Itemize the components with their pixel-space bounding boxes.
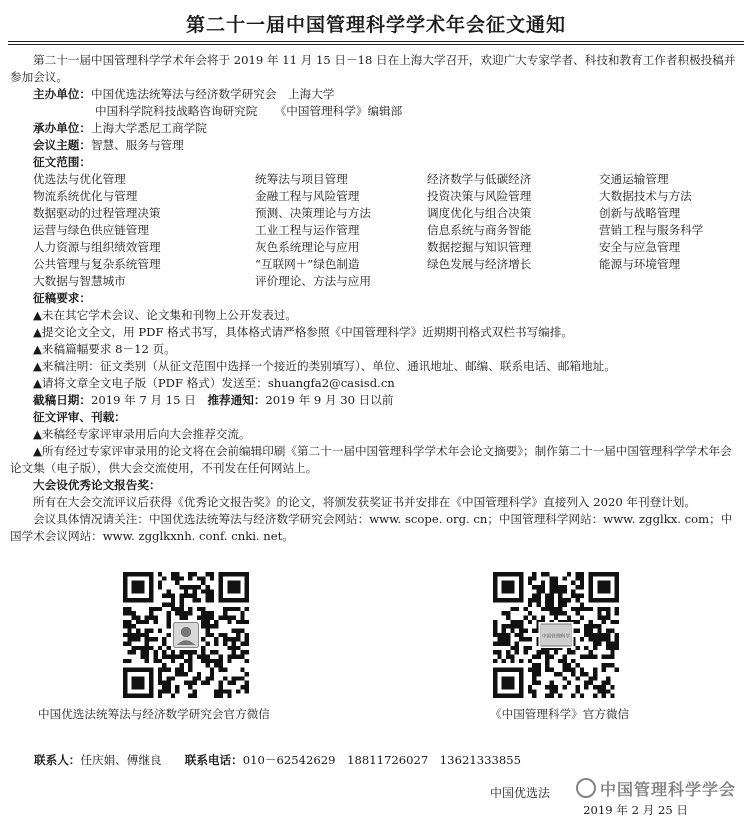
notice-label: 推荐通知： — [207, 393, 266, 407]
qr-code-right — [488, 572, 624, 698]
contact-person-label: 联系人： — [34, 753, 81, 767]
scope-item: 数据挖掘与知识管理 — [427, 240, 532, 254]
review-label: 征文评审、刊载： — [33, 410, 126, 424]
undertaker-label: 承办单位： — [33, 121, 91, 135]
deadline-label: 截稿日期： — [33, 393, 91, 407]
scope-label: 征文范围： — [33, 155, 91, 169]
award-heading — [10, 477, 742, 494]
scope-item: 投资决策与风险管理 — [427, 189, 532, 203]
qr-code-icon — [120, 572, 252, 698]
scope-item: 工业工程与运作管理 — [255, 223, 360, 237]
contact-phone-label: 联系电话： — [184, 753, 243, 767]
scope-item: 安全与应急管理 — [599, 240, 681, 254]
scope-item — [427, 273, 599, 290]
organizers-line-1 — [10, 86, 742, 103]
qr-caption-left: 中国优选法统筹法与经济数学研究会官方微信 — [38, 707, 270, 721]
scope-item: 经济数学与低碳经济 — [427, 172, 532, 186]
scope-item: “互联网＋”绿色制造 — [255, 257, 360, 271]
contact-phone-value: 010－62542629 18811726027 13621333855 — [242, 753, 521, 767]
organizers-line-2: 中国科学院科技战略咨询研究院 《中国管理科学》编辑部 — [95, 104, 403, 118]
requirement-item: ▲请将文章全文电子版（PDF 格式）发送至：shuangfa2@casisd.cn — [33, 376, 395, 390]
scope-item: 运营与绿色供应链管理 — [33, 223, 149, 237]
theme-label: 会议主题： — [33, 138, 91, 152]
scope-item: 统筹法与项目管理 — [255, 172, 348, 186]
scope-item: 数据驱动的过程管理决策 — [33, 206, 161, 220]
scope-item: 大数据技术与方法 — [599, 189, 692, 203]
qr-overlay-label: 中国管理科学 — [541, 634, 571, 640]
scope-item: 交通运输管理 — [599, 172, 669, 186]
contact-line — [34, 752, 521, 768]
watermark-text: 中国管理科学学会 — [599, 780, 736, 799]
qr-caption-right: 《中国管理科学》官方微信 — [490, 707, 630, 721]
requirement-item: ▲来稿篇幅要求 8－12 页。 — [33, 342, 176, 356]
scope-heading — [10, 154, 742, 171]
scope-item: 大数据与智慧城市 — [33, 274, 126, 288]
scope-item: 优选法与优化管理 — [33, 172, 126, 186]
title-rule — [8, 41, 744, 42]
scope-item: 绿色发展与经济增长 — [427, 257, 532, 271]
scope-item: 调度优化与组合决策 — [427, 206, 532, 220]
requirement-item: ▲来稿注明：征文类别（从征文范围中选择一个接近的类别填写）、单位、通讯地址、邮编、联系电话、邮箱地址。 — [33, 359, 616, 373]
organizers-value-1: 中国优选法统筹法与经济数学研究会 上海大学 — [90, 87, 335, 101]
scope-item: 信息系统与商务智能 — [427, 223, 532, 237]
notice-body — [10, 52, 742, 545]
title-rule-thin — [8, 44, 744, 45]
qr-code-icon — [490, 572, 622, 698]
issuer-block — [490, 784, 740, 818]
organizers-label: 主办单位： — [33, 87, 91, 101]
theme-line — [10, 137, 742, 154]
scope-item: 人力资源与组织绩效管理 — [33, 240, 161, 254]
notice-value: 2019 年 9 月 30 日以前 — [265, 393, 394, 407]
requirements-label: 征稿要求： — [33, 291, 91, 305]
qr-code-left — [118, 572, 254, 698]
scope-item: 金融工程与风险管理 — [255, 189, 360, 203]
scope-grid — [10, 171, 742, 290]
requirement-item: ▲未在其它学术会议、论文集和刊物上公开发表过。 — [33, 308, 297, 322]
scope-item: 物流系统优化与管理 — [33, 189, 138, 203]
review-item: ▲来稿经专家评审录用后向大会推荐交流。 — [33, 427, 251, 441]
theme-value: 智慧、服务与管理 — [90, 138, 184, 152]
issuer-org: 中国优选法 — [489, 786, 550, 800]
requirements-heading — [10, 290, 742, 307]
deadline-line — [10, 392, 742, 409]
deadline-value: 2019 年 7 月 15 日 — [90, 393, 196, 407]
issue-date: 2019 年 2 月 25 日 — [583, 803, 688, 817]
contact-person-value: 任庆娟、傅继良 — [80, 753, 162, 767]
scope-item: 能源与环境管理 — [599, 257, 681, 271]
undertaker-line — [10, 120, 742, 137]
scope-item: 公共管理与复杂系统管理 — [33, 257, 161, 271]
requirement-item: ▲提交论文全文，用 PDF 格式书写，具体格式请严格参照《中国管理科学》近期期刊格式双栏书写编排。 — [33, 325, 573, 339]
page-title: 第二十一届中国管理科学学术年会征文通知 — [185, 14, 566, 36]
scope-item — [599, 273, 749, 290]
scope-item: 灰色系统理论与应用 — [255, 240, 360, 254]
scope-item: 营销工程与服务科学 — [599, 223, 704, 237]
review-item: ▲所有经过专家评审录用的论文将在会前编辑印刷《第二十一届中国管理科学学术年会论文摘要》；制作第二十一届中国管理科学学术年会论文集（电子版），供大会交流使用，不刊发在任何网站上。 — [10, 444, 732, 475]
scope-item: 评价理论、方法与应用 — [255, 274, 371, 288]
undertaker-value: 上海大学悉尼工商学院 — [90, 121, 207, 135]
website-info: 会议具体情况请关注：中国优选法统筹法与经济数学研究会网站：www. scope. org. cn；中国管理科学网站：www. zgglkx. com；中国学术会议网站：www. zgglkxnh. conf. cnki. net。 — [10, 512, 733, 543]
award-text: 所有在大会交流评议后获得《优秀论文报告奖》的论文，将颁发获奖证书并安排在《中国管理科学》直接列入 2020 年刊登计划。 — [33, 495, 696, 509]
scope-item: 创新与战略管理 — [599, 206, 681, 220]
intro-paragraph: 第二十一届中国管理科学学术年会将于 2019 年 11 月 15 日－18 日在上海大学召开，欢迎广大专家学者、科技和教育工作者积极投稿并参加会议。 — [10, 53, 736, 84]
scope-item: 预测、决策理论与方法 — [255, 206, 371, 220]
award-label: 大会设优秀论文报告奖： — [33, 478, 161, 492]
review-heading — [10, 409, 742, 426]
